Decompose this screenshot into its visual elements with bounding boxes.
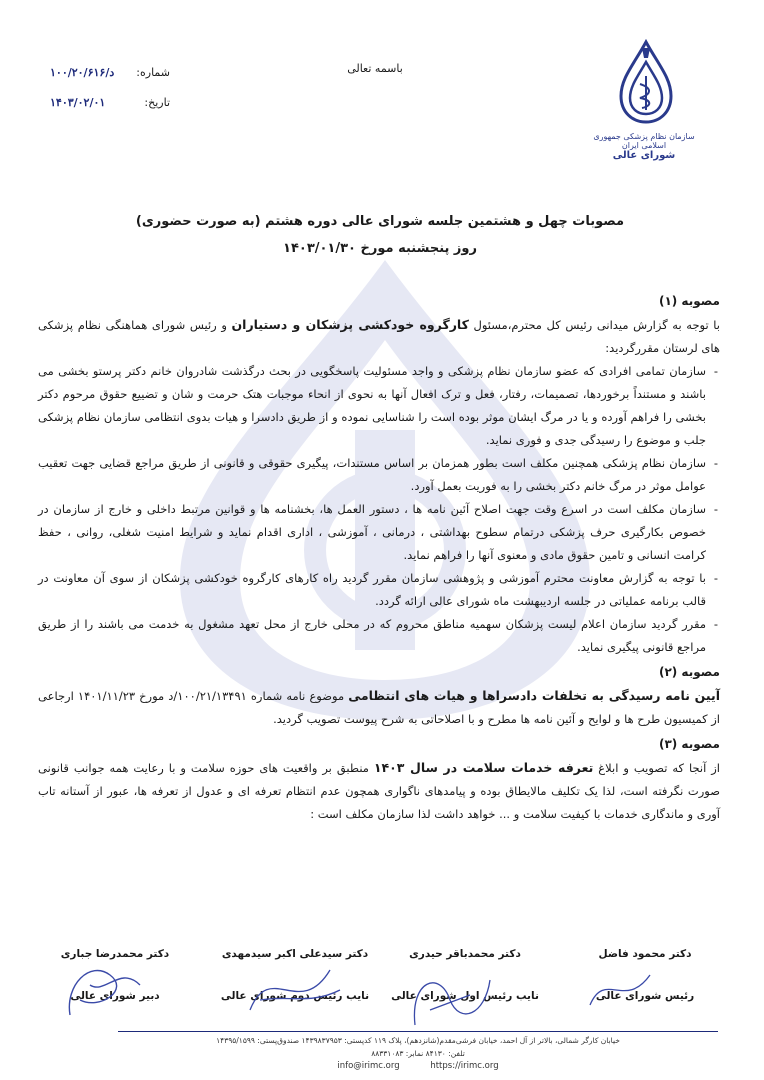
signer-name: دکتر سیدعلی اکبر سیدمهدی [221, 948, 369, 960]
org-name: سازمان نظام پزشکی جمهوری اسلامی ایران [593, 132, 695, 150]
resolution-2-body: موضوع نامه شماره ۱۰۰/۲۱/۱۳۴۹۱/د مورخ ۱۴۰۱/۱۱/۲۳ ارجاعی از کمیسیون طرح ها و لوایح و آئین نامه ها مطرح و با اصلاحاتی به شرح پیوست تصویب گردید. [38, 689, 720, 726]
signature-mark [580, 960, 660, 1020]
footer-address: خیابان کارگر شمالی، بالاتر از آل احمد، خیابان فرشی‌مقدم(شانزدهم)، پلاک ۱۱۹ کدپستی: ۱۴۳۹۸۳۷۹۵۳ صندوق‌پستی: ۱۴۳۹۵/۱۵۹۹ [216, 1036, 620, 1045]
list-item: - سازمان تمامی افرادی که عضو سازمان نظام پزشکی و واجد مسئولیت پاسخگویی در بحث درگذشت شادروان خانم دکتر پرستو بخشی می باشند و مستنداً برخوردها، تصمیمات، رفتار، فعل و ترک افعال آنها به نحوی از انحاء موجبات هتک حرمت و شان و تضییع حقوق مرحوم دکتر بخشی را فراهم آورده و یا در مرگ ایشان موثر بوده است را شناسایی نموده و از طریق دادسرا و هیات بدوی انتظامی سازمان نظام پزشکی جلب و موضوع را رسیدگی جدی و فوری نماید. [38, 360, 720, 452]
letter-body [38, 290, 720, 826]
intro-text-b: و رئیس شورای هماهنگی نظام پزشکی های لرستان مقررگردید: [38, 318, 720, 355]
resolution-3-text [38, 756, 720, 826]
logo-text [588, 132, 700, 161]
list-item: - مقرر گردید سازمان اعلام لیست پزشکان سهمیه مناطق محروم که در محلی خارج از محل تعهد مشغول به خدمت می باشند را از طریق مراجع قانونی پیگیری نماید. [38, 613, 720, 659]
resolution-2-bold: آیین نامه رسیدگی به تخلفات دادسراها و هیات های انتظامی [348, 688, 721, 703]
intro-text-a: با توجه به گزارش میدانی رئیس کل محترم،مسئول [468, 318, 721, 332]
signer-role: نایب رئیس اول شورای عالی [391, 990, 539, 1002]
resolution-3-text-b: منطبق بر واقعیت های حوزه سلامت و با رعایت همه جوانب قانونی صورت نگرفته است، لذا یک تکلیف مالایطاق بوده و پیامدهای ناگواری همچون عدم انتظام تعرفه ای و عدول از تعرفه ها، عبور از آستانه تاب آوری و ماندگاری خدمات با کیفیت سلامت و ... خواهد داشت لذا سازمان مکلف است : [38, 761, 720, 821]
org-subname: شورای عالی [612, 150, 676, 161]
intro-bold: کارگروه خودکشی پزشکان و دستیاران [231, 317, 469, 332]
resolution-2-text [38, 684, 720, 731]
resolution-3-bold: تعرفه خدمات سلامت در سال ۱۴۰۳ [373, 760, 594, 775]
footer-email[interactable]: info@irimc.org [337, 1061, 400, 1071]
signer-role: رئیس شورای عالی [595, 990, 695, 1002]
list-item: - سازمان نظام پزشکی همچنین مکلف است بطور همزمان بر اساس مستندات، پیگیری حقوقی و قانونی از طریق مراجع قضایی جهت تعقیب عوامل موثر در مرگ خانم دکتر بخشی را به فوریت بعمل آورد. [38, 452, 720, 498]
resolution-3-heading: مصوبه (۳) [658, 737, 720, 751]
resolution-1-list [38, 360, 720, 659]
resolution-1-heading: مصوبه (۱) [658, 294, 720, 308]
resolution-2-heading: مصوبه (۲) [658, 665, 720, 679]
date-value: ۱۴۰۳/۰۲/۰۱ [50, 96, 106, 109]
title-line-2: روز پنجشنبه مورخ ۱۴۰۳/۰۱/۳۰ [283, 241, 477, 256]
footer [118, 1034, 718, 1071]
signer-role: دبیر شورای عالی [70, 990, 160, 1002]
page-title [60, 208, 700, 262]
signer-name: دکتر محمدباقر حیدری [409, 948, 521, 960]
signer-name: دکتر محمود فاضل [598, 948, 692, 960]
footer-divider [118, 1031, 718, 1032]
date-label: تاریخ: [144, 96, 170, 109]
medical-council-logo-icon [618, 38, 674, 126]
signer-role: نایب رئیس دوم شورای عالی [220, 990, 370, 1002]
signature-mark [400, 960, 500, 1035]
list-item: - سازمان مکلف است در اسرع وقت جهت اصلاح آئین نامه ها ، دستور العمل ها، بخشنامه ها و قوانین مرتبط داخلی و خارج از سازمان در خصوص بکارگیری حرف پزشکی درتمام سطوح بهداشتی ، درمانی ، آموزشی ، اداری اقدام نماید و شرایط امنیت شغلی، روانی ، حفظ کرامت انسانی و تامین حقوق مادی و معنوی آنها را فراهم نماید. [38, 498, 720, 567]
list-item: - با توجه به گزارش معاونت محترم آموزشی و پژوهشی سازمان مقرر گردید راه کارهای کارگروه خودکشی پزشکان از سوی آن معاونت در قالب برنامه عملیاتی در جلسه اردیبهشت ماه شورای عالی ارائه گردد. [38, 567, 720, 613]
footer-phone: تلفن: ۸۴۱۳۰ نمابر: ۸۸۳۳۱۰۸۳ [371, 1049, 465, 1058]
footer-web [118, 1061, 718, 1071]
number-value: د/۱۰۰/۲۰/۶۱۶ [50, 66, 115, 79]
letter-meta [50, 66, 170, 126]
number-label: شماره: [136, 66, 170, 79]
date-row [50, 96, 170, 126]
bismillah: باسمه تعالی [347, 62, 403, 75]
number-row [50, 66, 170, 96]
resolution-1-intro [38, 313, 720, 360]
resolution-3-text-a: از آنجا که تصویب و ابلاغ [593, 761, 720, 775]
signer-name: دکتر محمدرضا جباری [60, 948, 170, 960]
signature-mark [60, 955, 150, 1030]
signature-mark [240, 950, 350, 1030]
footer-website[interactable]: https://irimc.org [430, 1061, 499, 1071]
title-line-1: مصوبات چهل و هشتمین جلسه شورای عالی دوره هشتم (به صورت حضوری) [135, 214, 625, 229]
